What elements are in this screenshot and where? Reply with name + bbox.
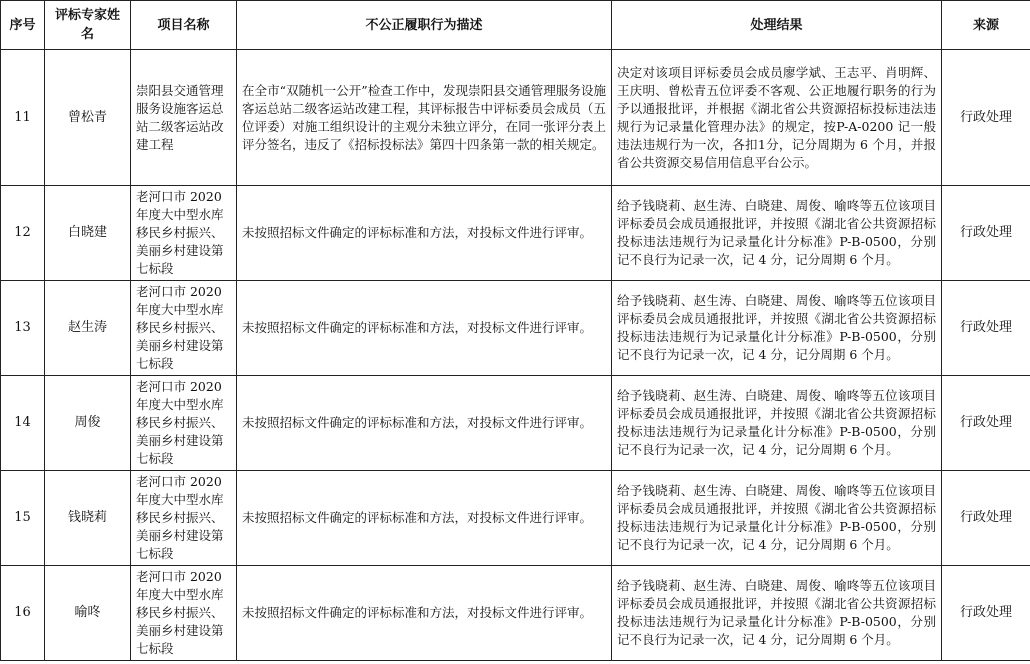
table-row [1, 376, 1030, 471]
row-seq: 13 [1, 281, 45, 376]
row-project-name: 老河口市 2020 年度大中型水库移民乡村振兴、美丽乡村建设第七标段 [131, 566, 237, 661]
row-seq: 12 [1, 186, 45, 281]
row-result: 决定对该项目评标委员会成员廖学斌、王志平、肖明辉、王庆明、曾松青五位评委不客观、公正地履行职务的行为予以通报批评，并根据《湖北省公共资源招标投标违法违规行为记录量化管理办法》的规定，按P-A-0200 记一般违法违规行为一次，各扣1分，记分周期为 6 个月，并报省公共资源交易信用信息平台公示。 [612, 50, 942, 186]
row-project-name: 老河口市 2020 年度大中型水库移民乡村振兴、美丽乡村建设第七标段 [131, 376, 237, 471]
row-behavior: 未按照招标文件确定的评标标准和方法，对投标文件进行评审。 [237, 376, 612, 471]
row-seq: 14 [1, 376, 45, 471]
row-project-name: 崇阳县交通管理服务设施客运总站二级客运站改建工程 [131, 50, 237, 186]
row-result: 给予钱晓莉、赵生涛、白晓建、周俊、喻咚等五位该项目评标委员会成员通报批评，并按照《湖北省公共资源招标投标违法违规行为记录量化计分标准》P-B-0500，分别记不良行为记录一次，记 4 分，记分周期 6 个月。 [612, 566, 942, 661]
row-project-name: 老河口市 2020 年度大中型水库移民乡村振兴、美丽乡村建设第七标段 [131, 471, 237, 566]
row-behavior: 未按照招标文件确定的评标标准和方法，对投标文件进行评审。 [237, 471, 612, 566]
row-source: 行政处理 [942, 281, 1030, 376]
row-expert-name: 曾松青 [45, 50, 131, 186]
row-project-name: 老河口市 2020 年度大中型水库移民乡村振兴、美丽乡村建设第七标段 [131, 186, 237, 281]
header-expert-name: 评标专家姓名 [45, 1, 131, 50]
row-expert-name: 赵生涛 [45, 281, 131, 376]
table-row [1, 50, 1030, 186]
row-behavior: 未按照招标文件确定的评标标准和方法，对投标文件进行评审。 [237, 566, 612, 661]
row-source: 行政处理 [942, 471, 1030, 566]
header-row [1, 1, 1030, 50]
row-result: 给予钱晓莉、赵生涛、白晓建、周俊、喻咚等五位该项目评标委员会成员通报批评，并按照《湖北省公共资源招标投标违法违规行为记录量化计分标准》P-B-0500，分别记不良行为记录一次，记 4 分，记分周期 6 个月。 [612, 186, 942, 281]
row-result: 给予钱晓莉、赵生涛、白晓建、周俊、喻咚等五位该项目评标委员会成员通报批评，并按照《湖北省公共资源招标投标违法违规行为记录量化计分标准》P-B-0500，分别记不良行为记录一次，记 4 分，记分周期 6 个月。 [612, 281, 942, 376]
row-seq: 11 [1, 50, 45, 186]
row-behavior: 未按照招标文件确定的评标标准和方法，对投标文件进行评审。 [237, 186, 612, 281]
row-project-name: 老河口市 2020 年度大中型水库移民乡村振兴、美丽乡村建设第七标段 [131, 281, 237, 376]
table-row [1, 566, 1030, 661]
row-behavior: 未按照招标文件确定的评标标准和方法，对投标文件进行评审。 [237, 281, 612, 376]
table-row [1, 281, 1030, 376]
row-expert-name: 钱晓莉 [45, 471, 131, 566]
row-result: 给予钱晓莉、赵生涛、白晓建、周俊、喻咚等五位该项目评标委员会成员通报批评，并按照《湖北省公共资源招标投标违法违规行为记录量化计分标准》P-B-0500，分别记不良行为记录一次，记 4 分，记分周期 6 个月。 [612, 471, 942, 566]
row-behavior: 在全市“双随机一公开”检查工作中，发现崇阳县交通管理服务设施客运总站二级客运站改建工程，其评标报告中评标委员会成员（五位评委）对施工组织设计的主观分未独立评分，在同一张评分表上评分签名，违反了《招标投标法》第四十四条第一款的相关规定。 [237, 50, 612, 186]
header-source: 来源 [942, 1, 1030, 50]
table-row [1, 471, 1030, 566]
row-expert-name: 喻咚 [45, 566, 131, 661]
header-behavior-description: 不公正履职行为描述 [237, 1, 612, 50]
row-seq: 15 [1, 471, 45, 566]
row-result: 给予钱晓莉、赵生涛、白晓建、周俊、喻咚等五位该项目评标委员会成员通报批评，并按照《湖北省公共资源招标投标违法违规行为记录量化计分标准》P-B-0500，分别记不良行为记录一次，记 4 分，记分周期 6 个月。 [612, 376, 942, 471]
row-expert-name: 周俊 [45, 376, 131, 471]
row-source: 行政处理 [942, 186, 1030, 281]
row-source: 行政处理 [942, 50, 1030, 186]
header-seq: 序号 [1, 1, 45, 50]
row-source: 行政处理 [942, 376, 1030, 471]
row-source: 行政处理 [942, 566, 1030, 661]
header-project-name: 项目名称 [131, 1, 237, 50]
header-handling-result: 处理结果 [612, 1, 942, 50]
row-seq: 16 [1, 566, 45, 661]
row-expert-name: 白晓建 [45, 186, 131, 281]
table-row [1, 186, 1030, 281]
